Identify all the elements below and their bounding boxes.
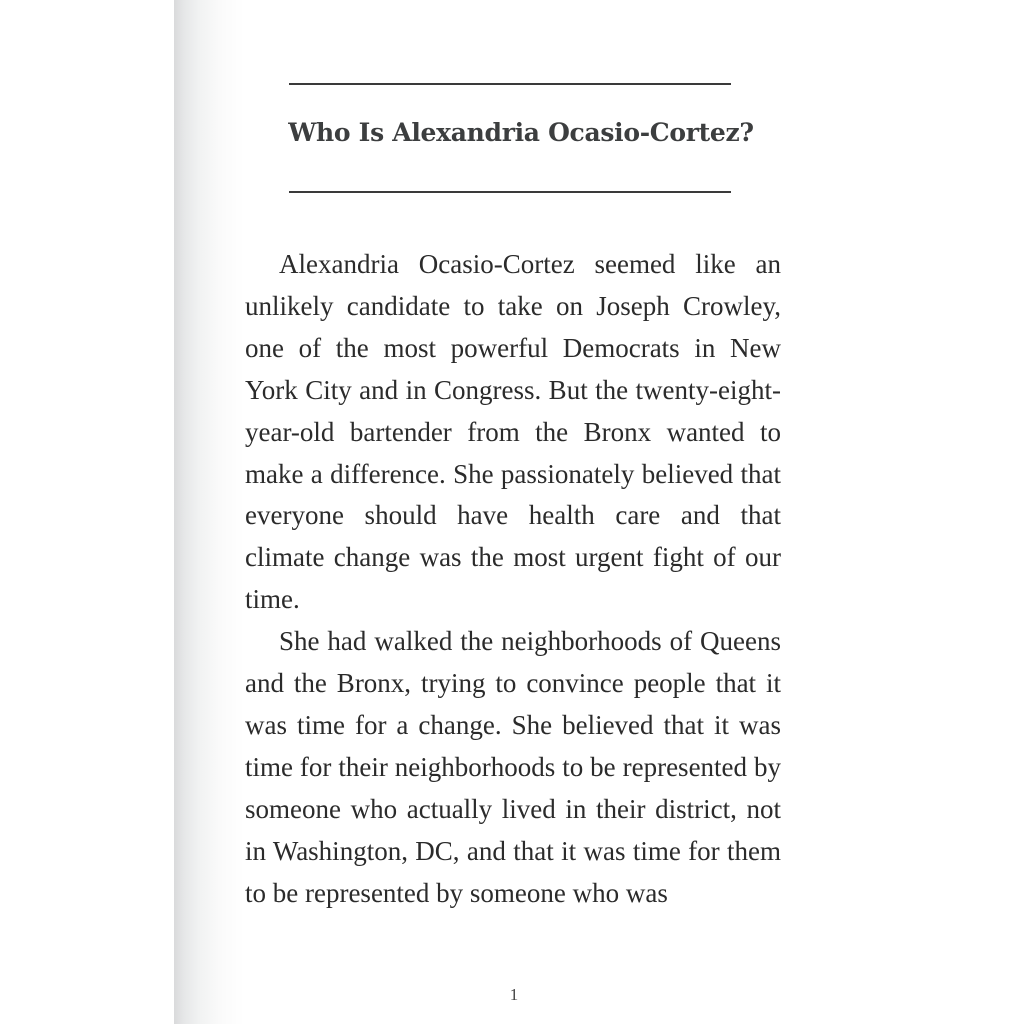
paragraph: Alexandria Ocasio-Cortez seemed like an unlikely candidate to take on Joseph Crowley, one of the most powerful Democrats in New York City and in Congress. But the twenty-eight-year-old bartender from the Bronx wanted to make a difference. She passionately believed that everyone should have health care and that climate change was the most urgent fight of our time. [245,249,781,615]
page-number: 1 [509,985,519,1004]
body-text [245,244,781,915]
title-rule-bottom [289,191,731,193]
scan-background [0,0,174,1024]
title-rule-top [289,83,731,85]
paragraph: She had walked the neighborhoods of Queens and the Bronx, trying to convince people that it was time for a change. She believed that it was time for their neighborhoods to be represented by someone who actually lived in their district, not in Washington, DC, and that it was time for them to be represented by someone who was [245,626,781,908]
chapter-title: Who Is Alexandria Ocasio-Cortez? [288,118,754,147]
